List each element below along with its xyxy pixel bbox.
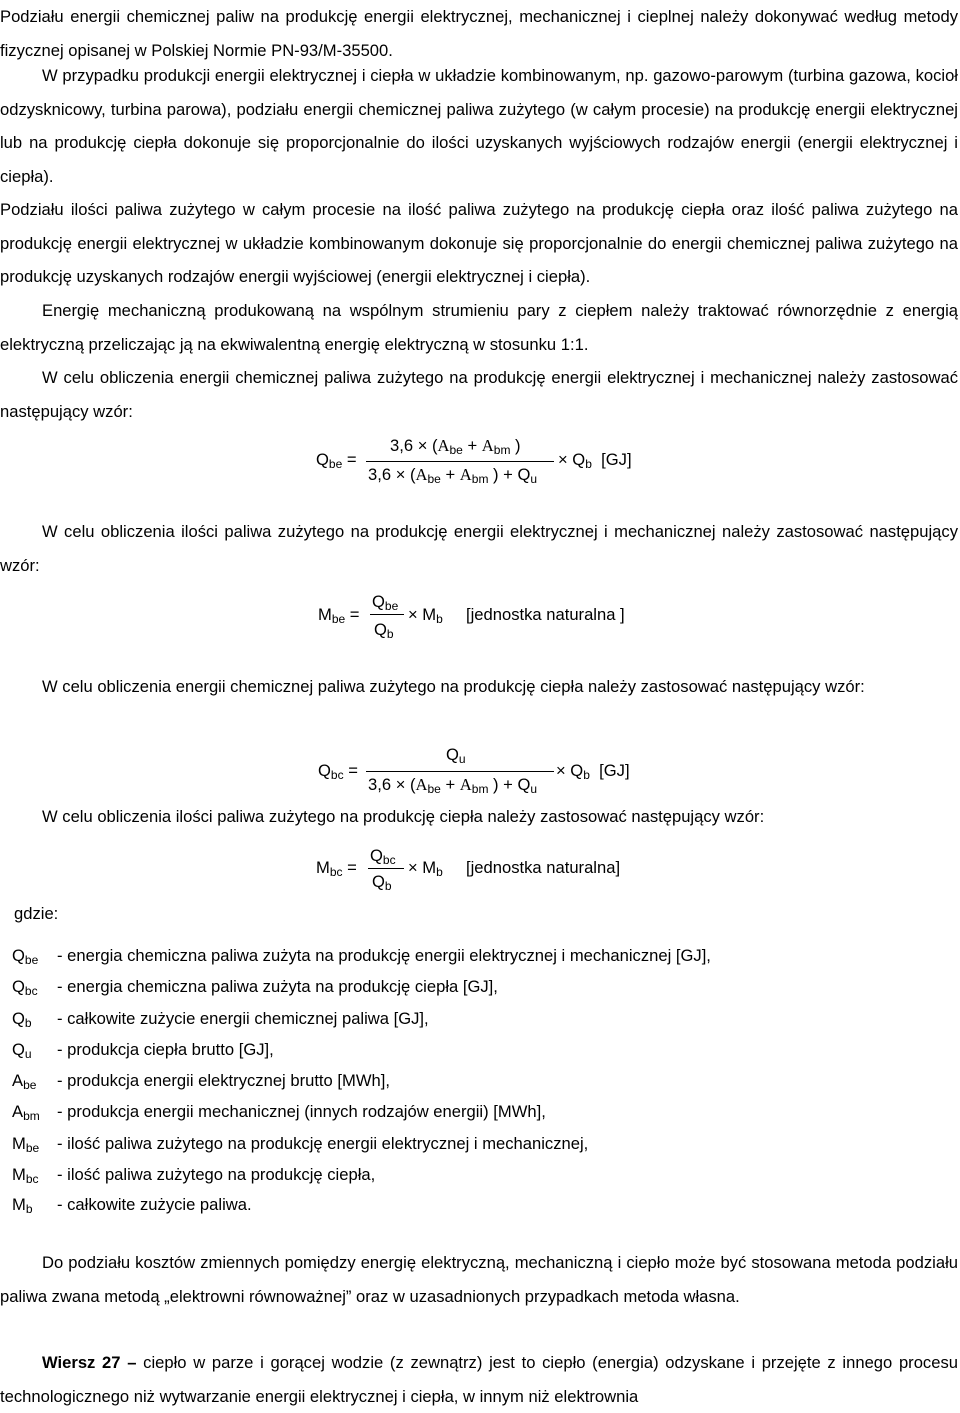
paragraph-formula-1-intro: W celu obliczenia energii chemicznej paliwa zużytego na produkcję energii elektrycznej i mechanicznej należy zastosować następujący wzór: — [0, 368, 958, 421]
paragraph-cost-split: Do podziału kosztów zmiennych pomiędzy energię elektryczną, mechaniczną i ciepło może być stosowana metoda podziału paliwa zwana metodą „elektrowni równoważnej” oraz w uzasadnionych przypadkach metoda własna. — [0, 1253, 958, 1306]
row-dash: – — [127, 1353, 137, 1372]
fraction-bar — [368, 868, 404, 869]
document-page: Podziału energii chemicznej paliw na produkcję energii elektrycznej, mechanicznej i cieplnej należy dokonywać według metody fizycznej opisanej w Polskiej Normie PN-93/M-35500. W przypadku produkcji energii elektrycznej i ciepła w układzie kombinowanym, np. gazowo-parowym (turbina gazowa, kocioł odzysknicowy, turbina parowa), podziału energii chemicznej paliwa zużytego (w całym procesie) na produkcję energii elektrycznej lub na produkcję ciepła dokonuje się proporcjonalnie do ilości uzyskanych wyjściowych rodzajów energii (energii elektrycznej i ciepła). Podziału ilości paliwa zużytego w całym procesie na ilość paliwa zużytego na produkcję ciepła oraz ilość paliwa zużytego na produkcję energii elektrycznej w układzie kombinowanym dokonuje się proporcjonalnie do energii chemicznej paliwa zużytego na produkcję uzyskanych rodzajów energii wyjściowej (energii elektrycznej i ciepła). Energię mechaniczną produkowaną na wspólnym strumieniu pary z ciepłem należy traktować równorzędnie z energią elektryczną przeliczając ją na ekwiwalentną energię elektryczną w stosunku 1:1. W celu obliczenia energii chemicznej paliwa zużytego na produkcję energii elektrycznej i mechanicznej należy zastosować następujący wzór: $Q_{be}$ = $3,6 \times (A_{be} + A_{bm}$ ) $3,6 \times (A_{be} + A_{bm}$ ) + $Q_u$ × $Q_b$ [GJ] W celu obliczenia ilości paliwa zużytego na produkcję energii elektrycznej i mechanicznej należy zastosować następujący wzór: $M_{be}$ = $Q_{be}$ $Q_b$ × $M_b$ [jednostka naturalna ] W celu obliczenia energii chemicznej paliwa zużytego na produkcję ciepła należy zastosować następujący wzór: $Q_{bc}$ = $Q_u$ $3,6 \times (A_{be} + A_{bm}$ ) + $Q_u$ × $Q_b$ [GJ] W celu obliczenia ilości paliwa zużytego na produkcję ciepła należy zastosować następujący wzór: $M_{bc}$ = $Q_{bc}$ $Q_b$ × $M_b$ [jednostka naturalna] gdzie: $Q_{be}$ - energia chemiczna paliwa zużyta na produkcję energii elektrycznej i mechanicznej [GJ], $Q_{bc}$ - energia chemiczna paliwa zużyta na produkcję ciepła [GJ], $Q_b$ - całkowite zużycie energii chemicznej paliwa [GJ], $Q_u$ - produkcja ciepła brutto [GJ], $A_{be}$ - produkcja energii elektrycznej brutto [MWh], $A_{bm}$ - produkcja energii mechanicznej (innych rodzajów energii) [MWh], $M_{be}$ - ilość paliwa zużytego na produkcję energii elektrycznej i mechanicznej, $M_{bc}$ - ilość paliwa zużytego na produkcję ciepła, $M_b$ - całkowite zużycie paliwa. Do podziału kosztów zmiennych pomiędzy energię elektryczną, mechaniczną i ciepło może być stosowana metoda podziału paliwa zwana metodą „elektrowni równoważnej” oraz w uzasadnionych przypadkach metoda własna. Wiersz 27 – ciepło w parze i gorącej wodzie (z zewnątrz) jest to ciepło (energia) odzyskane i przejęte z innego procesu technologicznego niż wytwarzanie energii elektrycznej i ciepła, w innym niż elektrownia — [0, 0, 960, 1407]
paragraph-row-27 — [0, 1346, 958, 1413]
fraction-bar — [366, 461, 554, 462]
fraction-bar — [370, 614, 404, 615]
paragraph-mechanical: Energię mechaniczną produkowaną na wspólnym strumieniu pary z ciepłem należy traktować równorzędnie z energią elektryczną przeliczając ją na ekwiwalentną energię elektryczną w stosunku 1:1. — [0, 301, 958, 354]
where-label: gdzie: — [14, 904, 59, 923]
row-label: Wiersz 27 — [42, 1353, 121, 1372]
fraction-bar — [366, 771, 554, 772]
paragraph-combined: W przypadku produkcji energii elektrycznej i ciepła w układzie kombinowanym, np. gazowo-parowym (turbina gazowa, kocioł odzysknicowy, turbina parowa), podziału energii chemicznej paliwa zużytego (w całym procesie) na produkcję energii elektrycznej lub na produkcję ciepła dokonuje się proporcjonalnie do ilości uzyskanych wyjściowych rodzajów energii (energii elektrycznej i ciepła). — [0, 66, 958, 186]
paragraph-formula-3-intro: W celu obliczenia energii chemicznej paliwa zużytego na produkcję ciepła należy zastosować następujący wzór: — [42, 677, 865, 696]
paragraph-formula-4-intro: W celu obliczenia ilości paliwa zużytego na produkcję ciepła należy zastosować następujący wzór: — [42, 807, 765, 826]
paragraph-formula-2-intro: W celu obliczenia ilości paliwa zużytego na produkcję energii elektrycznej i mechanicznej należy zastosować następujący wzór: — [0, 522, 958, 575]
paragraph-fuel-split: Podziału ilości paliwa zużytego w całym procesie na ilość paliwa zużytego na produkcję ciepła oraz ilość paliwa zużytego na produkcję energii elektrycznej w układzie kombinowanym dokonuje się proporcjonalnie do energii chemicznej paliwa zużytego na produkcję uzyskanych rodzajów energii wyjściowej (energii elektrycznej i ciepła). — [0, 200, 958, 286]
row-text: ciepło w parze i gorącej wodzie (z zewnątrz) jest to ciepło (energia) odzyskane i przejęte z innego procesu technologicznego niż wytwarzanie energii elektrycznej i ciepła, w innym niż elektrownia — [0, 1353, 958, 1406]
paragraph-intro: Podziału energii chemicznej paliw na produkcję energii elektrycznej, mechanicznej i cieplnej należy dokonywać według metody fizycznej opisanej w Polskiej Normie PN-93/M-35500. — [0, 7, 958, 60]
